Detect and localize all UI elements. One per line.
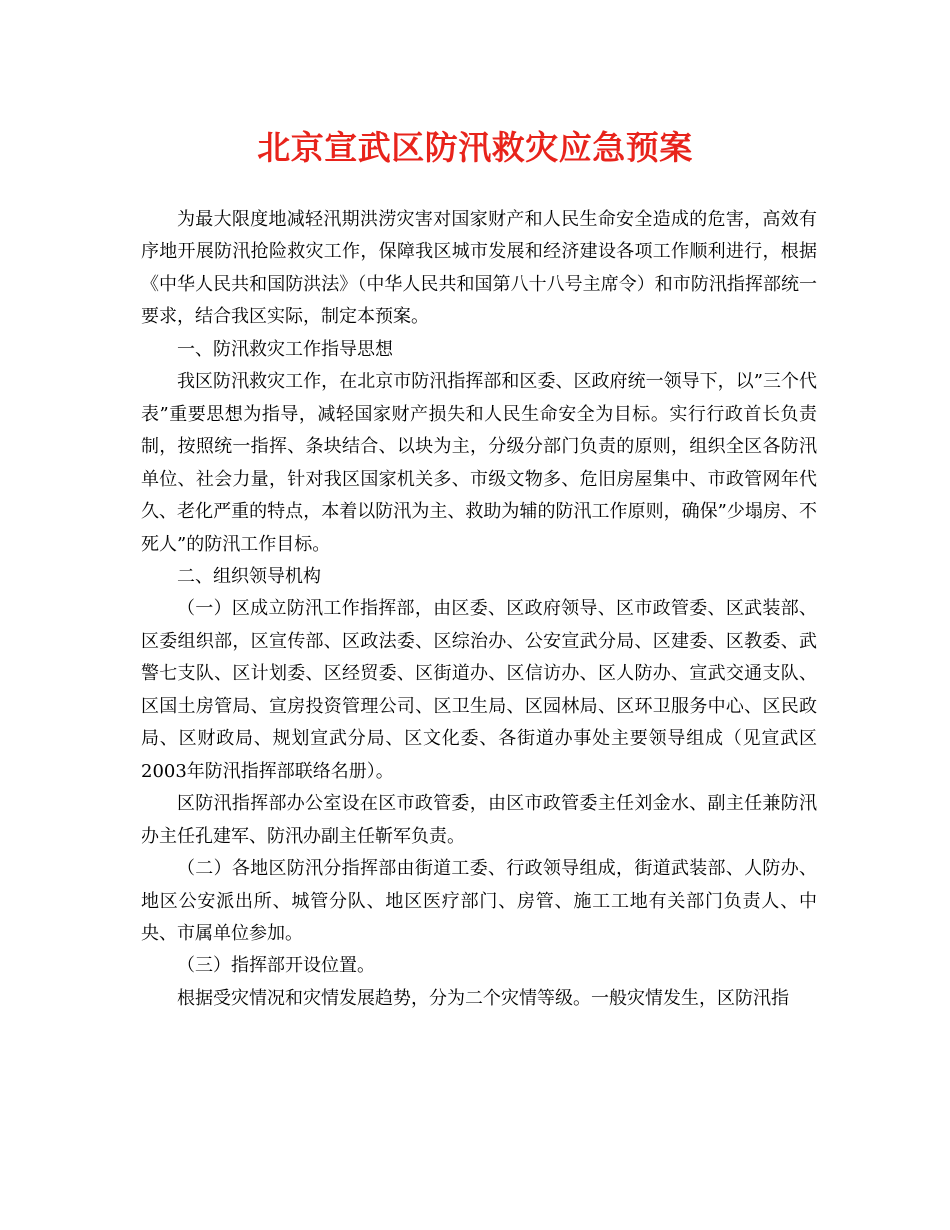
document-title: 北京宣武区防汛救灾应急预案 [257,128,693,167]
paragraph-guiding-principle: 我区防汛救灾工作，在北京市防汛指挥部和区委、区政府统一领导下，以”三个代表”重要思想为指导，减轻国家财产损失和人民生命安全为目标。实行行政首长负责制，按照统一指挥、条块结合、以块为主，分级分部门负责的原则，组织全区各防汛单位、社会力量，针对我区国家机关多、市级文物多、危旧房屋集中、市政管网年代久、老化严重的特点，本着以防汛为主、救助为辅的防汛工作原则，确保”少塌房、不死人”的防汛工作目标。 [141,371,817,555]
document-body [141,204,817,1015]
paragraph-disaster-levels: 根据受灾情况和灾情发展趋势，分为二个灾情等级。一般灾情发生，区防汛指 [177,987,789,1009]
paragraph-intro: 为最大限度地减轻汛期洪涝灾害对国家财产和人民生命安全造成的危害，高效有序地开展防汛抢险救灾工作，保障我区城市发展和经济建设各项工作顺利进行，根据《中华人民共和国防洪法》（中华人民共和国第八十八号主席令）和市防汛指挥部统一要求，结合我区实际，制定本预案。 [141,209,817,328]
paragraph-office-location: 区防汛指挥部办公室设在区市政管委，由区市政管委主任刘金水、副主任兼防汛办主任孔建军、防汛办副主任靳军负责。 [141,793,817,847]
subheading-headquarters-position: （三）指挥部开设位置。 [177,955,375,977]
paragraph-command-headquarters: （一）区成立防汛工作指挥部，由区委、区政府领导、区市政管委、区武装部、区委组织部，区宣传部、区政法委、区综治办、公安宣武分局、区建委、区教委、武警七支队、区计划委、区经贸委、区街道办、区信访办、区人防办、宣武交通支队、区国土房管局、宣房投资管理公司、区卫生局、区园林局、区环卫服务中心、区民政局、区财政局、规划宣武分局、区文化委、各街道办事处主要领导组成（见宣武区2003年防汛指挥部联络名册）。 [141,598,817,782]
section-heading-organization: 二、组织领导机构 [177,565,321,587]
paragraph-sub-headquarters: （二）各地区防汛分指挥部由街道工委、行政领导组成，街道武装部、人防办、地区公安派出所、城管分队、地区医疗部门、房管、施工工地有关部门负责人、中央、市属单位参加。 [141,858,817,944]
section-heading-guiding-principle: 一、防汛救灾工作指导思想 [177,338,393,360]
